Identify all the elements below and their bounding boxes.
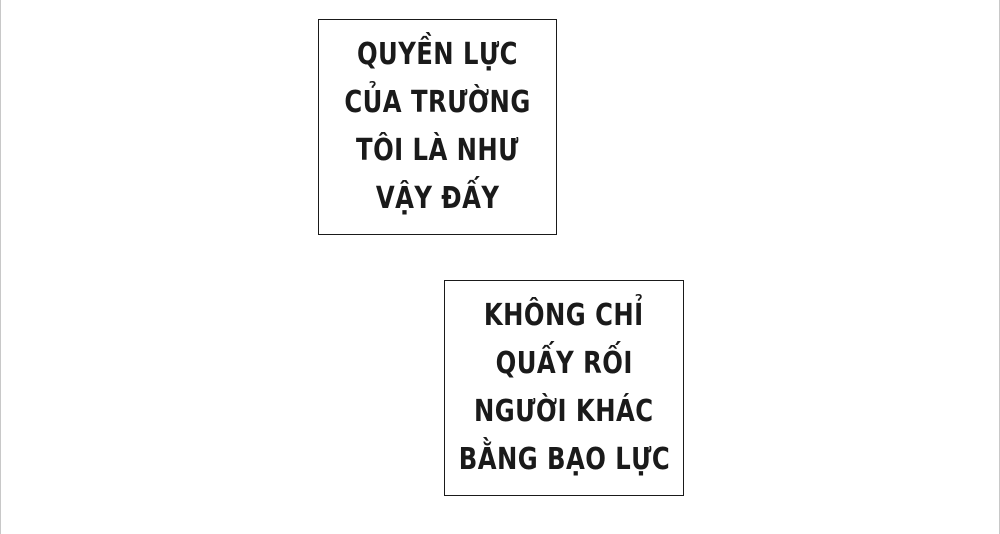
caption-2-line-4: BẰNG BẠO LỰC	[458, 442, 670, 477]
caption-2-line-3: NGƯỜI KHÁC	[474, 394, 654, 429]
page-edge-left	[0, 0, 1, 534]
caption-1-line-1: QUYỀN LỰC	[357, 37, 518, 72]
caption-2-line-1: KHÔNG CHỈ	[484, 298, 644, 333]
caption-box-2	[444, 280, 684, 496]
caption-1-line-3: TÔI LÀ NHƯ	[356, 133, 519, 168]
caption-1-line-2: CỦA TRƯỜNG	[344, 85, 531, 120]
caption-2-line-2: QUẤY RỐI	[495, 346, 633, 381]
caption-1-line-4: VẬY ĐẤY	[375, 181, 500, 216]
caption-box-1	[318, 19, 557, 235]
